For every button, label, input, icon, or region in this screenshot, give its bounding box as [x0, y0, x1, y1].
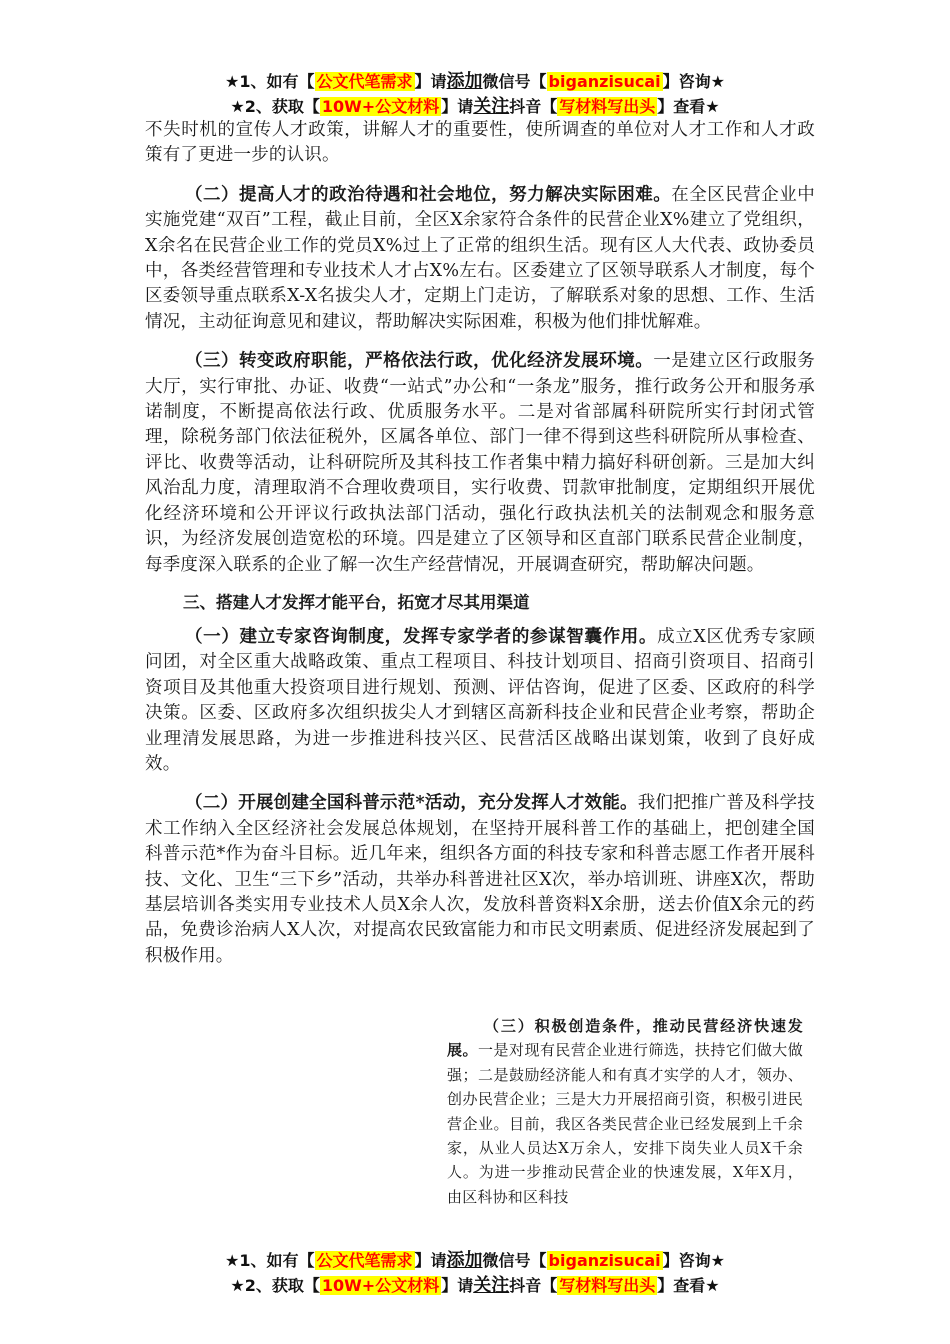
- paragraph-heading: （三）转变政府职能，严格依法行政，优化经济发展环境。: [185, 351, 654, 372]
- section-heading: 三、搭建人才发挥才能平台，拓宽才尽其用渠道: [183, 592, 530, 612]
- highlight-douyin-account: 写材料写出头: [559, 1276, 656, 1295]
- paragraph-continuation: 不失时机的宣传人才政策，讲解人才的重要性，使所调查的单位对人才工作和人才政策有了更进一步的认识。: [145, 120, 815, 166]
- banner-text: 】咨询★: [662, 72, 725, 91]
- paragraph-private-economy: [447, 1014, 803, 1209]
- header-banner-line-1: [0, 70, 950, 94]
- banner-text: 抖音【: [509, 97, 558, 116]
- paragraph-heading: （三）积极创造条件，推动民营经济快速发展。: [447, 1017, 803, 1060]
- highlight-service: 公文代笔需求: [316, 72, 413, 91]
- underlined-word: 添加: [446, 71, 483, 92]
- banner-text: 抖音【: [509, 1276, 558, 1295]
- banner-text: 微信号【: [482, 1251, 547, 1270]
- paragraph-heading: （一）建立专家咨询制度，发挥专家学者的参谋智囊作用。: [185, 626, 658, 647]
- paragraph-text: 一是建立区行政服务大厅，实行审批、办证、收费“一站式”办公和“一条龙”服务，推行政务公开和服务承诺制度，不断提高依法行政、优质服务水平。二是对省部属科研院所实行封闭式管理，除税务部门依法征税外，区属各单位、部门一律不得到这些科研院所从事检查、评比、收费等活动，让科研院所及其科技工作者集中精力搞好科研创新。三是加大纠风治乱力度，清理取消不合理收费项目，实行收费、罚款审批制度，定期组织开展优化经济环境和公开评议行政执法部门活动，强化行政执法机关的法制观念和服务意识，为经济发展创造宽松的环境。四是建立了区领导和区直部门联系民营企业制度，每季度深入联系的企业了解一次生产经营情况，开展调查研究，帮助解决问题。: [145, 351, 815, 575]
- highlight-materials: 10W+公文材料: [321, 97, 440, 116]
- paragraph-text: 我们把推广普及科学技术工作纳入全区经济社会发展总体规划，在坚持开展科普工作的基础上，把创建全国科普示范*作为奋斗目标。近几年来，组织各方面的科技专家和科普志愿工作者开展科技、文化、卫生“三下乡”活动，共举办科普进社区X次，举办培训班、讲座X次，帮助基层培训各类实用专业技术人员X余人次，发放科普资料X余册，送去价值X余元的药品，免费诊治病人X人次，对提高农民致富能力和市民文明素质、促进经济发展起到了积极作用。: [145, 793, 815, 966]
- footer-banner-line-2: [0, 1274, 950, 1298]
- banner-text: 微信号【: [482, 72, 547, 91]
- underlined-word: 关注: [473, 1275, 510, 1296]
- paragraph-heading: （二）提高人才的政治待遇和社会地位，努力解决实际困难。: [185, 184, 672, 205]
- banner-text: 】请: [441, 1276, 474, 1295]
- underlined-word: 关注: [473, 96, 510, 117]
- banner-text: 】请: [414, 1251, 447, 1270]
- paragraph-text: 在全区民营企业中实施党建“双百”工程，截止目前，全区X余家符合条件的民营企业X%建立了党组织，X余名在民营企业工作的党员X%过上了正常的组织生活。现有区人大代表、政协委员中，各类经营管理和专业技术人才占X%左右。区委建立了区领导联系人才制度，每个区委领导重点联系X-X名拔尖人才，定期上门走访，了解联系对象的思想、工作、生活情况，主动征询意见和建议，帮助解决实际困难，积极为他们排忧解难。: [145, 184, 815, 332]
- banner-text: 】查看★: [657, 1276, 720, 1295]
- highlight-wechat-id: biganzisucai: [548, 72, 661, 91]
- document-body: [145, 118, 815, 969]
- paragraph-text: 成立X区优秀专家顾问团，对全区重大战略政策、重点工程项目、科技计划项目、招商引资项目、招商引资项目及其他重大投资项目进行规划、预测、评估咨询，促进了区委、区政府的科学决策。区委、区政府多次组织拔尖人才到辖区高新科技企业和民营企业考察，帮助企业理清发展思路，为进一步推进科技兴区、民营活区战略出谋划策，收到了良好成效。: [145, 626, 815, 774]
- underlined-word: 添加: [446, 1250, 483, 1271]
- highlight-service: 公文代笔需求: [316, 1251, 413, 1270]
- banner-text: 】请: [441, 97, 474, 116]
- banner-text: ★2、获取【: [230, 1276, 320, 1295]
- banner-text: ★1、如有【: [225, 72, 315, 91]
- paragraph-science-popularization: [145, 791, 815, 969]
- footer-banner-line-1: [0, 1249, 950, 1273]
- banner-text: ★1、如有【: [225, 1251, 315, 1270]
- banner-text: 】查看★: [657, 97, 720, 116]
- paragraph-heading: （二）开展创建全国科普示范*活动，充分发挥人才效能。: [185, 793, 638, 814]
- paragraph-expert-consulting: [145, 625, 815, 777]
- paragraph-text: 一是对现有民营企业进行筛选，扶持它们做大做强；二是鼓励经济能人和有真才实学的人才，领办、创办民营企业；三是大力开展招商引资，积极引进民营企业。目前，我区各类民营企业已经发展到上千余家，从业人员达X万余人，安排下岗失业人员X千余人。为进一步推动民营企业的快速发展，X年X月，由区科协和区科技: [447, 1041, 803, 1206]
- paragraph-political-treatment: [145, 183, 815, 335]
- header-banner-line-2: [0, 95, 950, 119]
- highlight-wechat-id: biganzisucai: [548, 1251, 661, 1270]
- banner-text: 】咨询★: [662, 1251, 725, 1270]
- column-private-economy: [447, 1014, 803, 1209]
- banner-text: ★2、获取【: [230, 97, 320, 116]
- banner-text: 】请: [414, 72, 447, 91]
- highlight-materials: 10W+公文材料: [321, 1276, 440, 1295]
- paragraph-government-functions: [145, 349, 815, 578]
- highlight-douyin-account: 写材料写出头: [559, 97, 656, 116]
